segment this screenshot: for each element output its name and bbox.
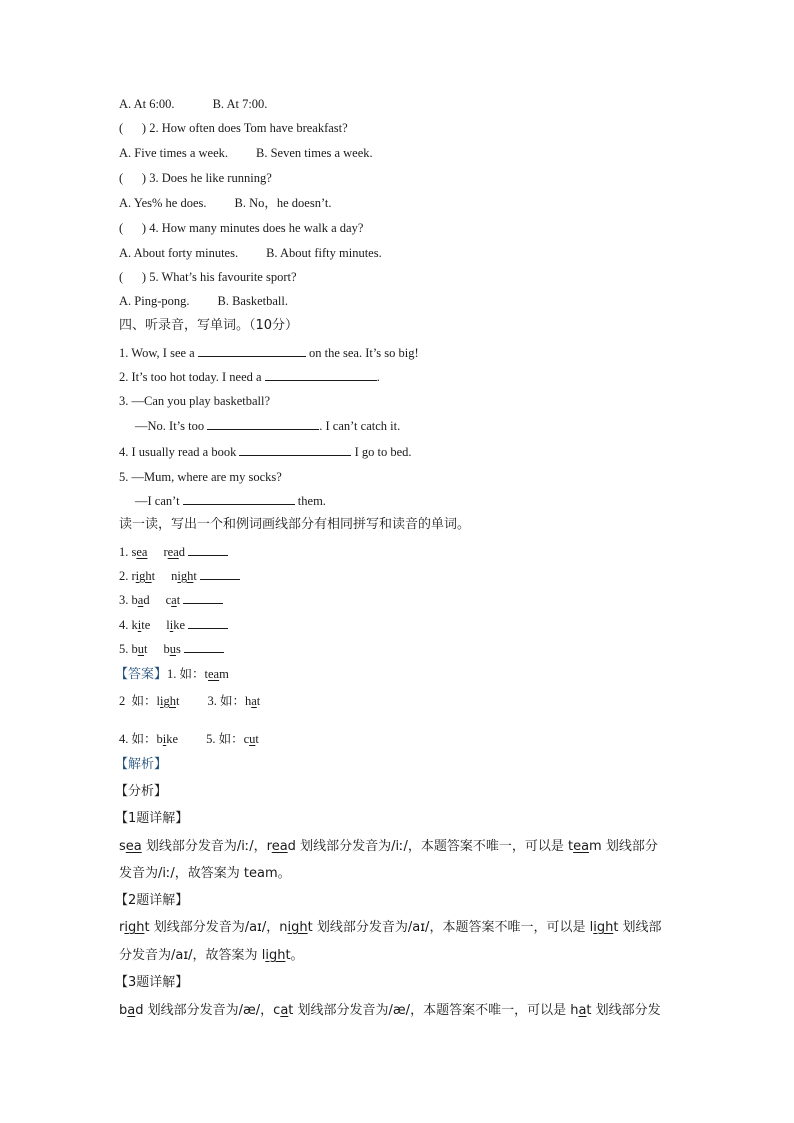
answer-blank[interactable] [184, 641, 224, 653]
fill-item-3: 3. —Can you play basketball? [119, 394, 271, 408]
question-2 [119, 120, 348, 136]
answer-3: 3. 如：hat [207, 694, 261, 708]
example-word-2: bus [163, 642, 181, 656]
q5-options [119, 293, 288, 309]
example-word-1: right [131, 569, 156, 583]
fill-item-4: 4. I usually read a book I go to bed. [119, 445, 412, 459]
answer-blank[interactable] [183, 592, 223, 604]
option-a: A. Ping-pong. [119, 294, 190, 308]
detail-3-heading: 【3题详解】 [115, 975, 189, 990]
detail-1-line-1: sea 划线部分发音为/iː/，read 划线部分发音为/iː/，本题答案不唯一，可以是 team 划线部分 [119, 839, 658, 854]
answer-paren: ( ) [119, 270, 150, 284]
example-word-1: bad [131, 593, 150, 607]
question-text: 3. Does he like running? [149, 171, 272, 185]
answer-1: 1. 如：team [167, 667, 229, 681]
option-a: A. At 6:00. [119, 97, 175, 111]
question-text: 4. How many minutes does he walk a day? [149, 221, 364, 235]
fill-item-1: 1. Wow, I see a on the sea. It’s so big! [119, 346, 419, 360]
example-word-2: night [171, 569, 197, 583]
option-b: B. At 7:00. [212, 97, 268, 111]
fenxi-heading: 【分析】 [115, 784, 168, 799]
section-5-heading: 读一读，写出一个和例词画线部分有相同拼写和读音的单词。 [119, 517, 471, 532]
answer-line-2 [119, 693, 260, 709]
answer-blank[interactable] [207, 418, 319, 430]
question-3 [119, 170, 272, 186]
example-word-1: kite [131, 618, 151, 632]
example-word-1: sea [131, 545, 148, 559]
phonics-item-3: 3. bad cat [119, 592, 223, 608]
option-b: B. Seven times a week. [256, 146, 373, 160]
question-4 [119, 220, 363, 236]
analysis-heading: 【解析】 [115, 757, 168, 772]
detail-2-line-2: 分发音为/aɪ/，故答案为 light。 [119, 948, 304, 963]
answer-2: 2 如：light [119, 694, 180, 708]
q1-options [119, 96, 267, 112]
answer-blank[interactable] [239, 444, 351, 456]
answer-paren: ( ) [119, 221, 150, 235]
example-word-2: like [166, 618, 186, 632]
option-a: A. About forty minutes. [119, 246, 239, 260]
answer-line-3 [119, 731, 259, 747]
answer-paren: ( ) [119, 121, 150, 135]
answer-4: 4. 如：bike [119, 732, 179, 746]
answer-blank[interactable] [183, 493, 295, 505]
option-b: B. Basketball. [217, 294, 288, 308]
phonics-item-5: 5. but bus [119, 641, 224, 657]
example-word-2: cat [165, 593, 181, 607]
answer-tag: 【答案】 [115, 667, 168, 682]
phonics-item-2: 2. right night [119, 568, 240, 584]
option-b: B. About fifty minutes. [266, 246, 382, 260]
detail-1-line-2: 发音为/iː/，故答案为 team。 [119, 866, 291, 881]
example-word-1: but [131, 642, 148, 656]
answer-line-1 [115, 666, 229, 683]
question-text: 5. What’s his favourite sport? [149, 270, 297, 284]
answer-blank[interactable] [198, 345, 306, 357]
option-a: A. Five times a week. [119, 146, 229, 160]
answer-5: 5. 如：cut [206, 732, 259, 746]
section-4-heading: 四、听录音，写单词。（10分） [119, 318, 299, 333]
phonics-item-1: 1. sea read [119, 544, 228, 560]
answer-blank[interactable] [188, 544, 228, 556]
answer-blank[interactable] [265, 369, 377, 381]
fill-item-3-reply: —No. It’s too . I can’t catch it. [135, 419, 401, 433]
q2-options [119, 145, 373, 161]
q4-options [119, 245, 382, 261]
phonics-item-4: 4. kite like [119, 617, 228, 633]
answer-blank[interactable] [200, 568, 240, 580]
fill-item-2: 2. It’s too hot today. I need a . [119, 370, 380, 384]
example-word-2: read [163, 545, 186, 559]
detail-2-heading: 【2题详解】 [115, 893, 189, 908]
answer-paren: ( ) [119, 171, 150, 185]
detail-2-line-1: right 划线部分发音为/aɪ/，night 划线部分发音为/aɪ/，本题答案不唯一，可以是 light 划线部 [119, 920, 662, 935]
detail-1-heading: 【1题详解】 [115, 811, 189, 826]
question-text: 2. How often does Tom have breakfast? [149, 121, 348, 135]
detail-3-line-1: bad 划线部分发音为/æ/，cat 划线部分发音为/æ/，本题答案不唯一，可以是 hat 划线部分发 [119, 1003, 661, 1018]
question-5 [119, 269, 297, 285]
q3-options [119, 195, 332, 211]
fill-item-5-reply: —I can’t them. [135, 494, 326, 508]
option-b: B. No，he doesn’t. [234, 196, 332, 210]
option-a: A. Yes% he does. [119, 196, 207, 210]
fill-item-5: 5. —Mum, where are my socks? [119, 470, 282, 484]
answer-blank[interactable] [188, 617, 228, 629]
